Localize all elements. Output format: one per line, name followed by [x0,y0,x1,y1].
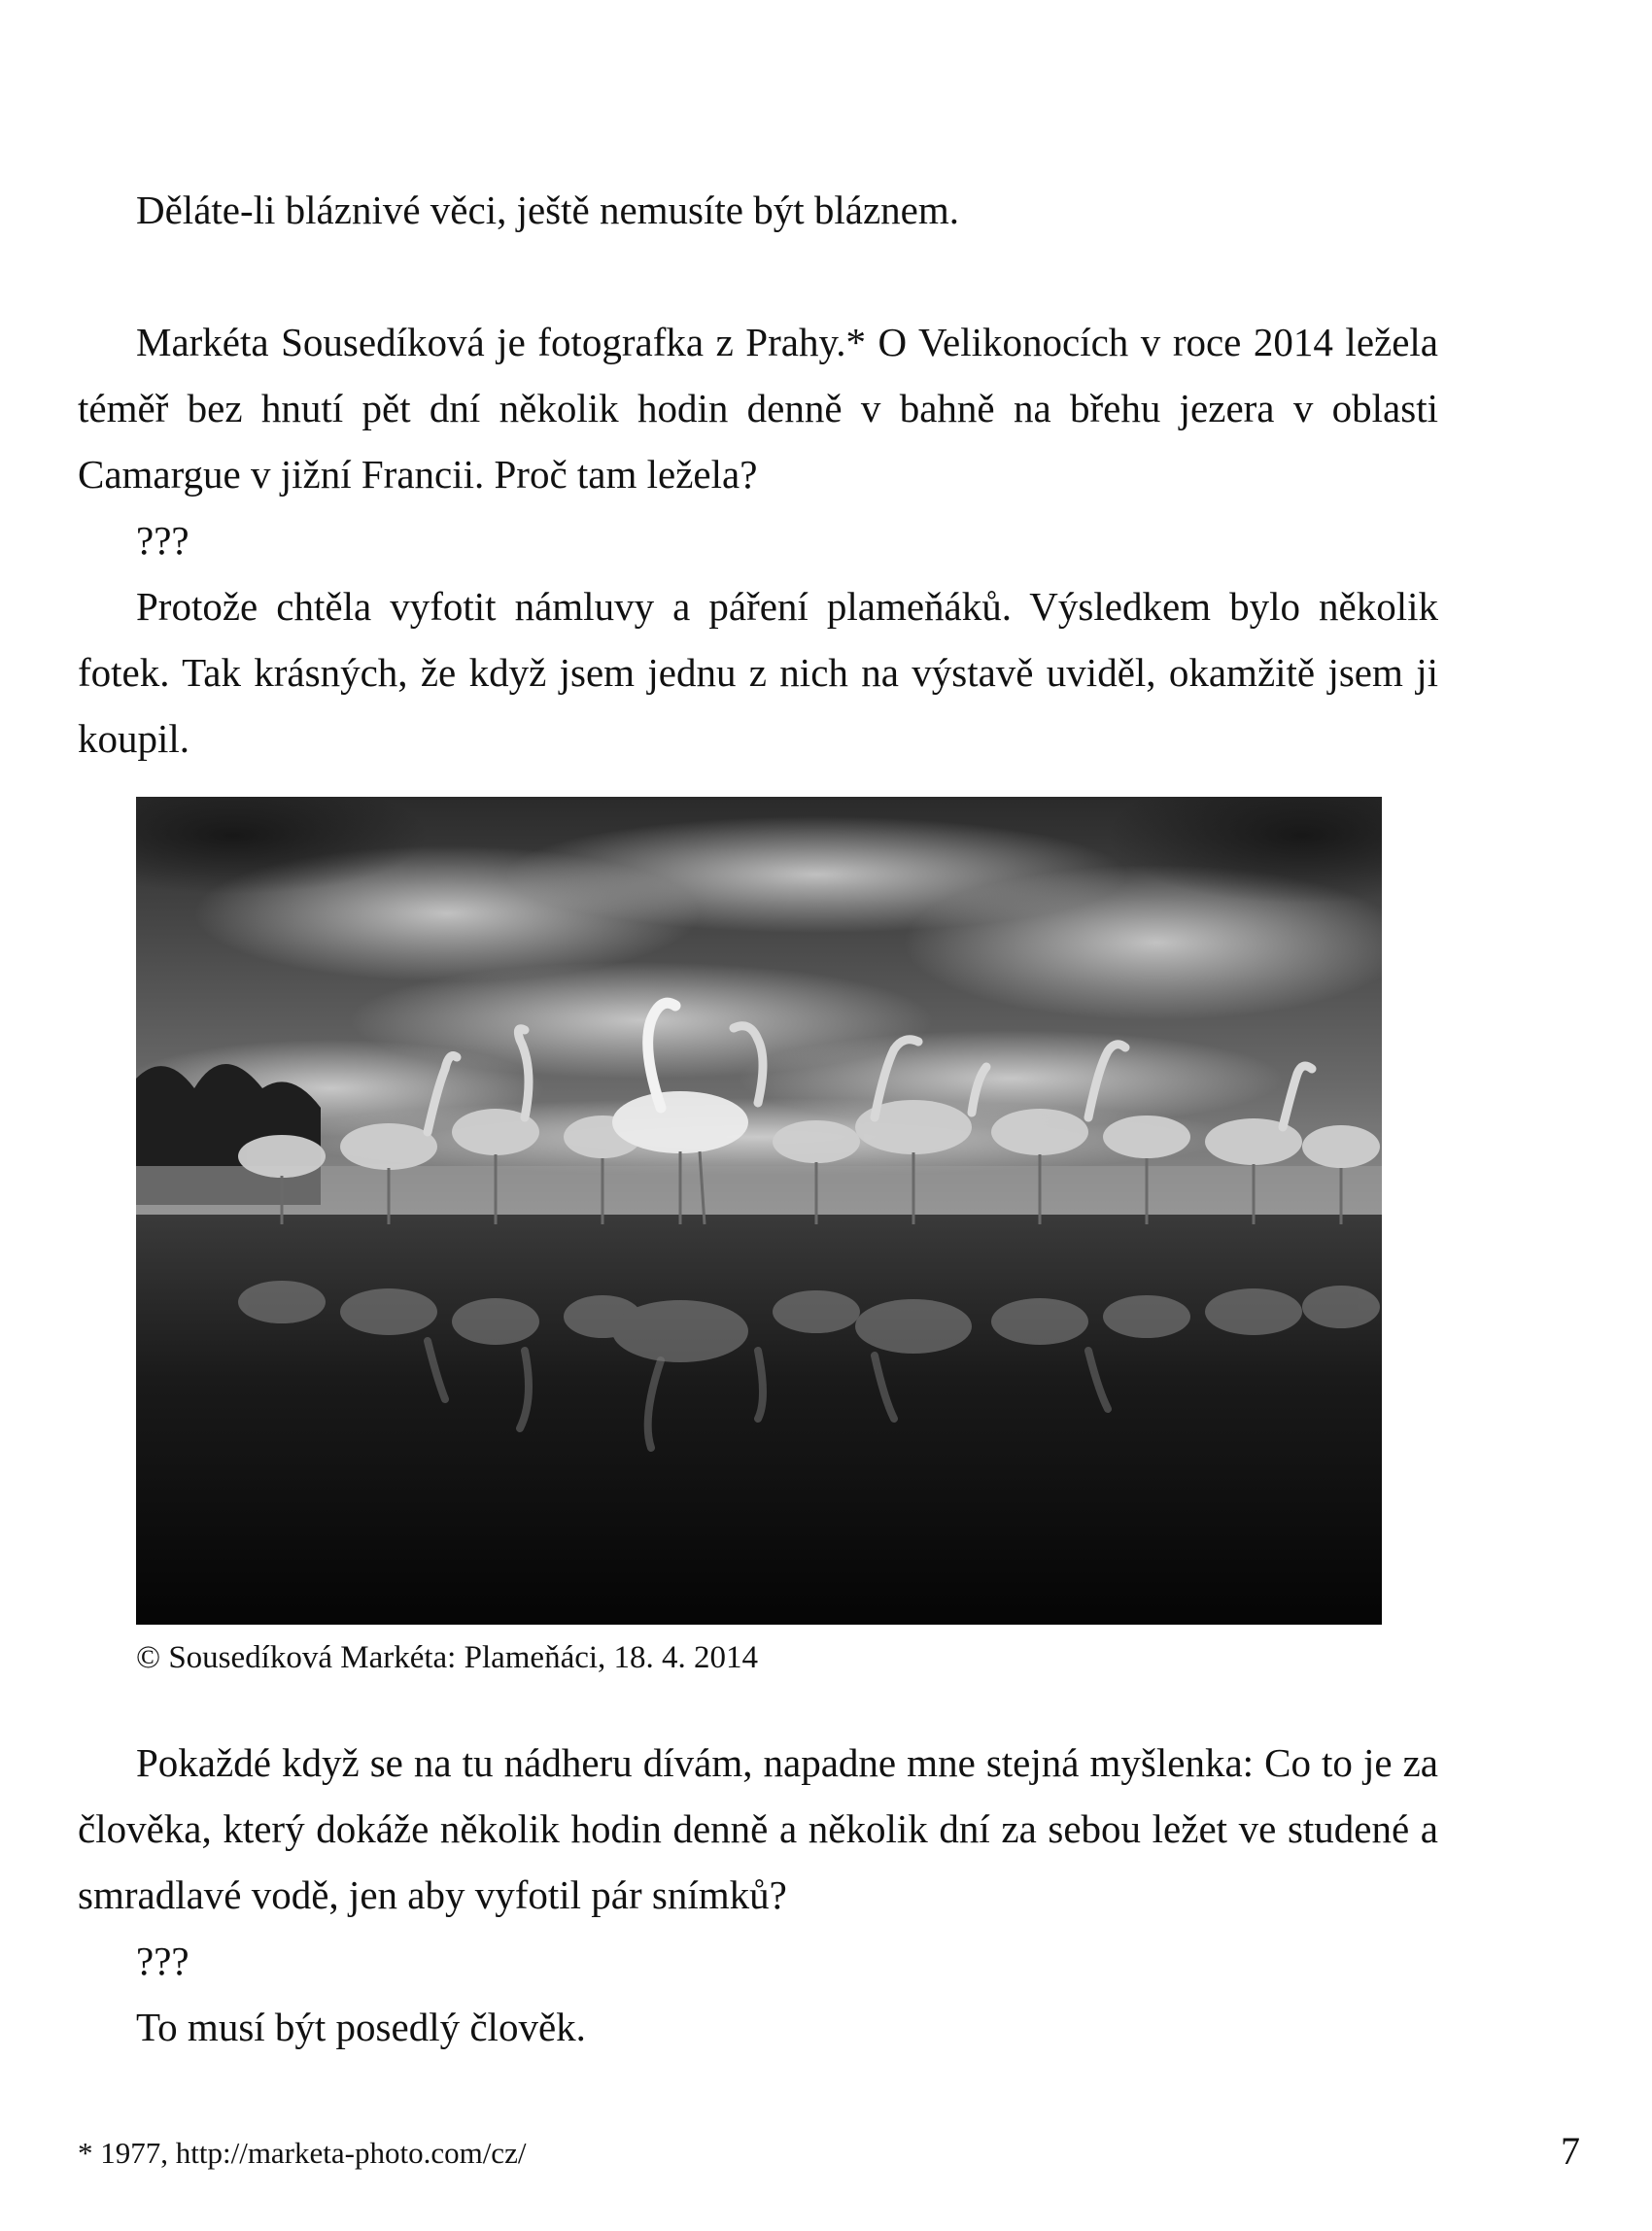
paragraph-intro: Děláte-li bláznivé věci, ještě nemusíte být bláznem. [136,188,960,232]
paragraph-flamingos: Protože chtěla vyfotit námluvy a páření plameňáků. Výsledkem bylo několik fotek. Tak krásných, že když jsem jednu z nich na výstavě uviděl, okamžitě jsem ji koupil. [78,584,1438,761]
flamingo-photograph [136,797,1382,1625]
paragraph-question-1: ??? [136,518,189,563]
photo-caption: © Sousedíková Markéta: Plameňáci, 18. 4. 2014 [136,1640,759,1675]
paragraph-question-2: ??? [136,1939,189,1983]
flamingo-photo-illustration [136,797,1382,1625]
paragraph-photographer: Markéta Sousedíková je fotografka z Prahy.* O Velikonocích v roce 2014 ležela téměř bez hnutí pět dní několik hodin denně v bahně na břehu jezera v oblasti Camargue v jižní Francii. Proč tam ležela? [78,320,1438,497]
page-number: 7 [1561,2129,1580,2173]
paragraph-conclusion: To musí být posedlý člověk. [136,2005,586,2049]
footnote: * 1977, http://marketa-photo.com/cz/ [78,2136,527,2170]
paragraph-reflection: Pokaždé když se na tu nádheru dívám, napadne mne stejná myšlenka: Co to je za člověka, který dokáže několik hodin denně a několik dní za sebou ležet ve studené a smradlavé vodě, jen aby vyfotil pár snímků? [78,1740,1438,1917]
